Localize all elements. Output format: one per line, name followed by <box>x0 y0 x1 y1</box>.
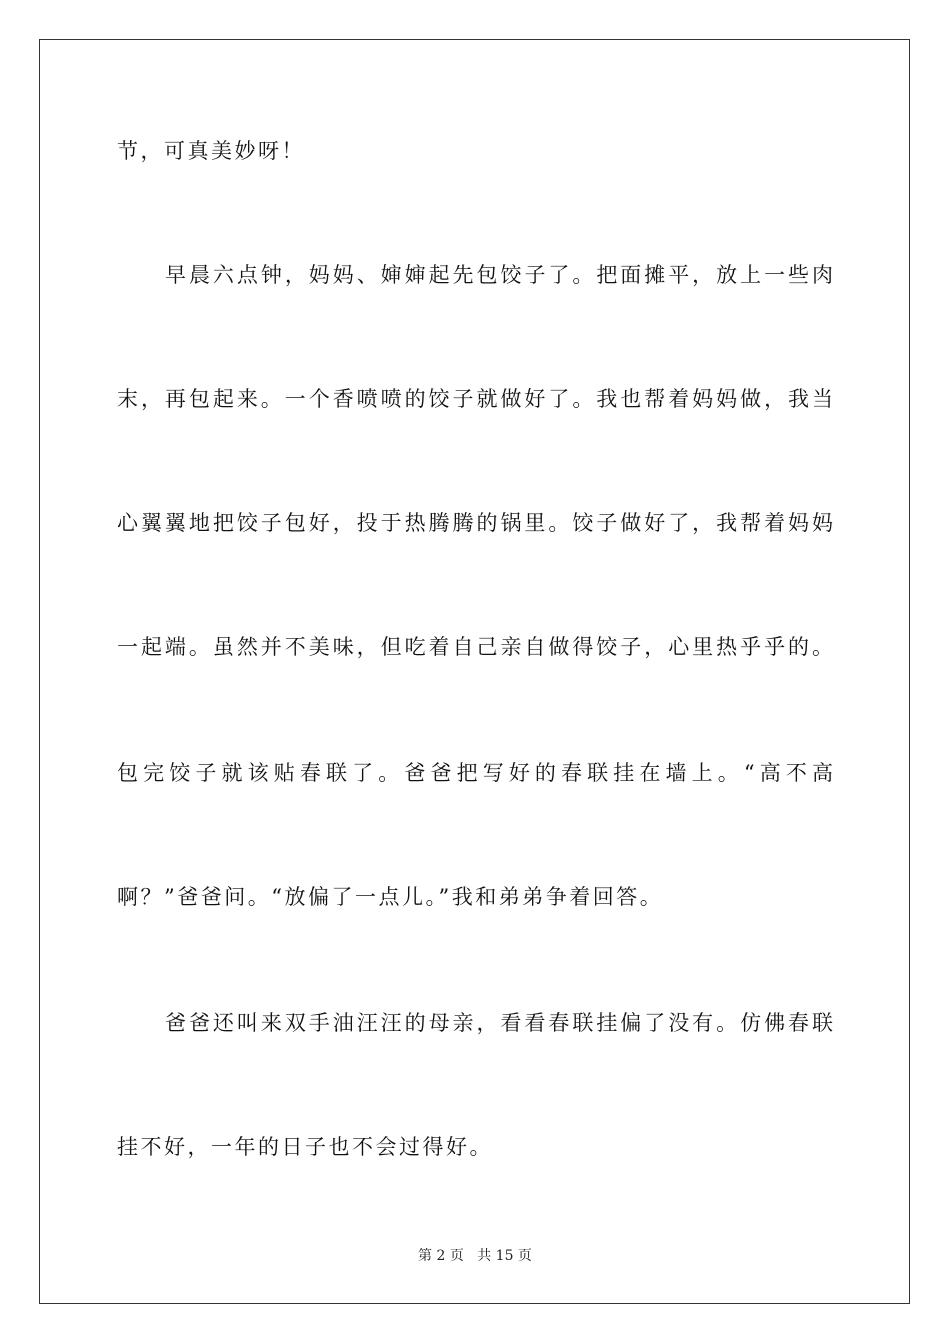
page-border <box>39 39 910 1304</box>
paragraph-start-line: 早晨六点钟，妈妈、婶婶起先包饺子了。把面摊平，放上一些肉 <box>165 263 833 287</box>
text-line: 节，可真美妙呀！ <box>117 139 305 163</box>
page-footer <box>0 1246 950 1266</box>
text-line: 包完饺子就该贴春联了。爸爸把写好的春联挂在墙上。“高不高 <box>117 761 833 785</box>
text-line: 啊？”爸爸问。“放偏了一点儿。”我和弟弟争着回答。 <box>117 885 664 909</box>
text-line: 心翼翼地把饺子包好，投于热腾腾的锅里。饺子做好了，我帮着妈妈 <box>117 511 833 535</box>
page-total: 共 15 页 <box>477 1248 532 1264</box>
text-line: 末，再包起来。一个香喷喷的饺子就做好了。我也帮着妈妈做，我当 <box>117 387 833 411</box>
page-number: 第 2 页 <box>418 1248 464 1264</box>
text-line: 挂不好，一年的日子也不会过得好。 <box>117 1135 493 1159</box>
paragraph-start-line: 爸爸还叫来双手油汪汪的母亲，看看春联挂偏了没有。仿佛春联 <box>165 1011 833 1035</box>
text-line: 一起端。虽然并不美味，但吃着自己亲自做得饺子，心里热乎乎的。 <box>117 635 833 659</box>
